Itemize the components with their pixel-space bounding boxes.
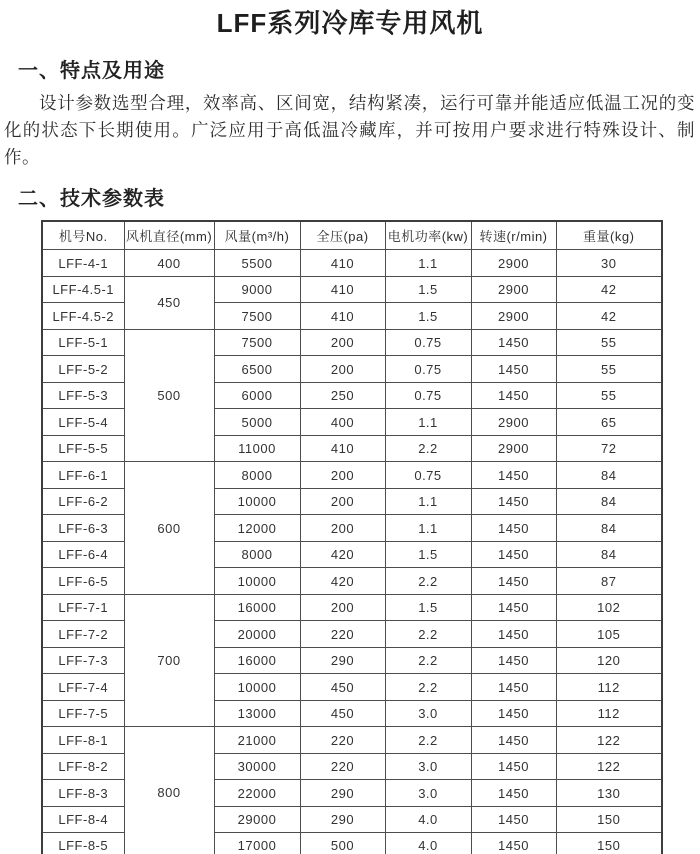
pressure-cell: 200 bbox=[300, 356, 385, 383]
model-cell: LFF-5-2 bbox=[42, 356, 124, 383]
model-cell: LFF-6-4 bbox=[42, 541, 124, 568]
weight-cell: 105 bbox=[556, 621, 662, 648]
pressure-cell: 410 bbox=[300, 303, 385, 330]
airflow-cell: 9000 bbox=[214, 276, 300, 303]
weight-cell: 112 bbox=[556, 700, 662, 727]
speed-cell: 1450 bbox=[471, 647, 556, 674]
power-cell: 1.1 bbox=[385, 409, 471, 436]
model-cell: LFF-8-5 bbox=[42, 833, 124, 854]
model-cell: LFF-7-1 bbox=[42, 594, 124, 621]
airflow-cell: 8000 bbox=[214, 541, 300, 568]
airflow-cell: 10000 bbox=[214, 674, 300, 701]
table-row-LFF-8-1 bbox=[42, 727, 662, 754]
model-cell: LFF-4.5-1 bbox=[42, 276, 124, 303]
airflow-cell: 29000 bbox=[214, 806, 300, 833]
airflow-cell: 7500 bbox=[214, 329, 300, 356]
model-cell: LFF-8-3 bbox=[42, 780, 124, 807]
speed-cell: 1450 bbox=[471, 382, 556, 409]
table-row-LFF-5-1 bbox=[42, 329, 662, 356]
speed-cell: 1450 bbox=[471, 356, 556, 383]
weight-cell: 112 bbox=[556, 674, 662, 701]
weight-cell: 30 bbox=[556, 250, 662, 277]
model-cell: LFF-4.5-2 bbox=[42, 303, 124, 330]
weight-cell: 102 bbox=[556, 594, 662, 621]
weight-cell: 72 bbox=[556, 435, 662, 462]
pressure-cell: 290 bbox=[300, 780, 385, 807]
speed-cell: 2900 bbox=[471, 303, 556, 330]
pressure-cell: 220 bbox=[300, 753, 385, 780]
model-cell: LFF-7-2 bbox=[42, 621, 124, 648]
airflow-cell: 13000 bbox=[214, 700, 300, 727]
spec-table-header bbox=[42, 221, 662, 250]
pressure-cell: 290 bbox=[300, 806, 385, 833]
diameter-cell: 500 bbox=[124, 329, 214, 462]
model-cell: LFF-5-3 bbox=[42, 382, 124, 409]
table-row-LFF-4-1 bbox=[42, 250, 662, 277]
pressure-cell: 450 bbox=[300, 674, 385, 701]
weight-cell: 87 bbox=[556, 568, 662, 595]
power-cell: 1.5 bbox=[385, 594, 471, 621]
spec-table-body bbox=[42, 250, 662, 854]
airflow-cell: 6500 bbox=[214, 356, 300, 383]
speed-cell: 1450 bbox=[471, 488, 556, 515]
airflow-cell: 21000 bbox=[214, 727, 300, 754]
model-cell: LFF-6-1 bbox=[42, 462, 124, 489]
airflow-cell: 5000 bbox=[214, 409, 300, 436]
diameter-cell: 700 bbox=[124, 594, 214, 727]
airflow-cell: 10000 bbox=[214, 568, 300, 595]
spec-table bbox=[41, 220, 663, 854]
model-cell: LFF-8-4 bbox=[42, 806, 124, 833]
power-cell: 4.0 bbox=[385, 806, 471, 833]
airflow-cell: 12000 bbox=[214, 515, 300, 542]
airflow-cell: 16000 bbox=[214, 647, 300, 674]
airflow-cell: 17000 bbox=[214, 833, 300, 854]
pressure-cell: 220 bbox=[300, 727, 385, 754]
weight-cell: 65 bbox=[556, 409, 662, 436]
speed-cell: 1450 bbox=[471, 753, 556, 780]
weight-cell: 55 bbox=[556, 382, 662, 409]
pressure-cell: 420 bbox=[300, 568, 385, 595]
power-cell: 0.75 bbox=[385, 356, 471, 383]
weight-cell: 122 bbox=[556, 727, 662, 754]
weight-cell: 84 bbox=[556, 462, 662, 489]
power-cell: 4.0 bbox=[385, 833, 471, 854]
power-cell: 2.2 bbox=[385, 621, 471, 648]
model-cell: LFF-7-4 bbox=[42, 674, 124, 701]
power-cell: 1.5 bbox=[385, 541, 471, 568]
table-row-LFF-6-1 bbox=[42, 462, 662, 489]
weight-cell: 150 bbox=[556, 833, 662, 854]
model-cell: LFF-8-2 bbox=[42, 753, 124, 780]
column-header-1: 风机直径(mm) bbox=[124, 221, 214, 250]
speed-cell: 2900 bbox=[471, 250, 556, 277]
model-cell: LFF-7-5 bbox=[42, 700, 124, 727]
power-cell: 2.2 bbox=[385, 727, 471, 754]
speed-cell: 1450 bbox=[471, 462, 556, 489]
speed-cell: 1450 bbox=[471, 594, 556, 621]
model-cell: LFF-6-5 bbox=[42, 568, 124, 595]
pressure-cell: 250 bbox=[300, 382, 385, 409]
power-cell: 2.2 bbox=[385, 674, 471, 701]
column-header-4: 电机功率(kw) bbox=[385, 221, 471, 250]
speed-cell: 2900 bbox=[471, 409, 556, 436]
weight-cell: 42 bbox=[556, 276, 662, 303]
power-cell: 2.2 bbox=[385, 568, 471, 595]
section-heading-features: 一、特点及用途 bbox=[18, 59, 165, 82]
pressure-cell: 450 bbox=[300, 700, 385, 727]
airflow-cell: 22000 bbox=[214, 780, 300, 807]
airflow-cell: 16000 bbox=[214, 594, 300, 621]
table-row-LFF-7-1 bbox=[42, 594, 662, 621]
weight-cell: 55 bbox=[556, 356, 662, 383]
power-cell: 0.75 bbox=[385, 462, 471, 489]
power-cell: 3.0 bbox=[385, 700, 471, 727]
speed-cell: 1450 bbox=[471, 621, 556, 648]
power-cell: 1.5 bbox=[385, 276, 471, 303]
pressure-cell: 410 bbox=[300, 250, 385, 277]
pressure-cell: 410 bbox=[300, 435, 385, 462]
model-cell: LFF-4-1 bbox=[42, 250, 124, 277]
airflow-cell: 10000 bbox=[214, 488, 300, 515]
weight-cell: 84 bbox=[556, 515, 662, 542]
weight-cell: 130 bbox=[556, 780, 662, 807]
pressure-cell: 400 bbox=[300, 409, 385, 436]
power-cell: 1.1 bbox=[385, 488, 471, 515]
pressure-cell: 290 bbox=[300, 647, 385, 674]
page-title: LFF系列冷库专用风机 bbox=[216, 8, 484, 38]
weight-cell: 55 bbox=[556, 329, 662, 356]
airflow-cell: 5500 bbox=[214, 250, 300, 277]
pressure-cell: 200 bbox=[300, 488, 385, 515]
power-cell: 2.2 bbox=[385, 435, 471, 462]
power-cell: 2.2 bbox=[385, 647, 471, 674]
model-cell: LFF-6-2 bbox=[42, 488, 124, 515]
pressure-cell: 410 bbox=[300, 276, 385, 303]
section-heading-specs: 二、技术参数表 bbox=[18, 187, 165, 210]
model-cell: LFF-5-1 bbox=[42, 329, 124, 356]
speed-cell: 2900 bbox=[471, 276, 556, 303]
power-cell: 0.75 bbox=[385, 329, 471, 356]
speed-cell: 1450 bbox=[471, 780, 556, 807]
column-header-2: 风量(m³/h) bbox=[214, 221, 300, 250]
pressure-cell: 420 bbox=[300, 541, 385, 568]
speed-cell: 1450 bbox=[471, 727, 556, 754]
speed-cell: 1450 bbox=[471, 568, 556, 595]
airflow-cell: 11000 bbox=[214, 435, 300, 462]
column-header-6: 重量(kg) bbox=[556, 221, 662, 250]
features-paragraph: 设计参数选型合理，效率高、区间宽，结构紧凑，运行可靠并能适应低温工况的变化的状态下长期使用。广泛应用于高低温冷藏库，并可按用户要求进行特殊设计、制作。 bbox=[4, 92, 695, 167]
weight-cell: 84 bbox=[556, 488, 662, 515]
speed-cell: 1450 bbox=[471, 329, 556, 356]
pressure-cell: 200 bbox=[300, 594, 385, 621]
pressure-cell: 500 bbox=[300, 833, 385, 854]
header-row bbox=[42, 221, 662, 250]
power-cell: 0.75 bbox=[385, 382, 471, 409]
power-cell: 1.1 bbox=[385, 515, 471, 542]
power-cell: 1.1 bbox=[385, 250, 471, 277]
model-cell: LFF-8-1 bbox=[42, 727, 124, 754]
diameter-cell: 600 bbox=[124, 462, 214, 595]
airflow-cell: 7500 bbox=[214, 303, 300, 330]
diameter-cell: 450 bbox=[124, 276, 214, 329]
pressure-cell: 200 bbox=[300, 462, 385, 489]
speed-cell: 1450 bbox=[471, 700, 556, 727]
power-cell: 3.0 bbox=[385, 753, 471, 780]
speed-cell: 2900 bbox=[471, 435, 556, 462]
airflow-cell: 6000 bbox=[214, 382, 300, 409]
pressure-cell: 200 bbox=[300, 329, 385, 356]
model-cell: LFF-5-4 bbox=[42, 409, 124, 436]
speed-cell: 1450 bbox=[471, 674, 556, 701]
airflow-cell: 20000 bbox=[214, 621, 300, 648]
diameter-cell: 800 bbox=[124, 727, 214, 854]
weight-cell: 120 bbox=[556, 647, 662, 674]
model-cell: LFF-5-5 bbox=[42, 435, 124, 462]
column-header-3: 全压(pa) bbox=[300, 221, 385, 250]
pressure-cell: 220 bbox=[300, 621, 385, 648]
power-cell: 1.5 bbox=[385, 303, 471, 330]
speed-cell: 1450 bbox=[471, 541, 556, 568]
airflow-cell: 30000 bbox=[214, 753, 300, 780]
weight-cell: 84 bbox=[556, 541, 662, 568]
diameter-cell: 400 bbox=[124, 250, 214, 277]
speed-cell: 1450 bbox=[471, 515, 556, 542]
airflow-cell: 8000 bbox=[214, 462, 300, 489]
model-cell: LFF-6-3 bbox=[42, 515, 124, 542]
model-cell: LFF-7-3 bbox=[42, 647, 124, 674]
weight-cell: 150 bbox=[556, 806, 662, 833]
column-header-0: 机号No. bbox=[42, 221, 124, 250]
weight-cell: 42 bbox=[556, 303, 662, 330]
speed-cell: 1450 bbox=[471, 806, 556, 833]
table-row-LFF-4.5-1 bbox=[42, 276, 662, 303]
power-cell: 3.0 bbox=[385, 780, 471, 807]
pressure-cell: 200 bbox=[300, 515, 385, 542]
speed-cell: 1450 bbox=[471, 833, 556, 854]
weight-cell: 122 bbox=[556, 753, 662, 780]
column-header-5: 转速(r/min) bbox=[471, 221, 556, 250]
